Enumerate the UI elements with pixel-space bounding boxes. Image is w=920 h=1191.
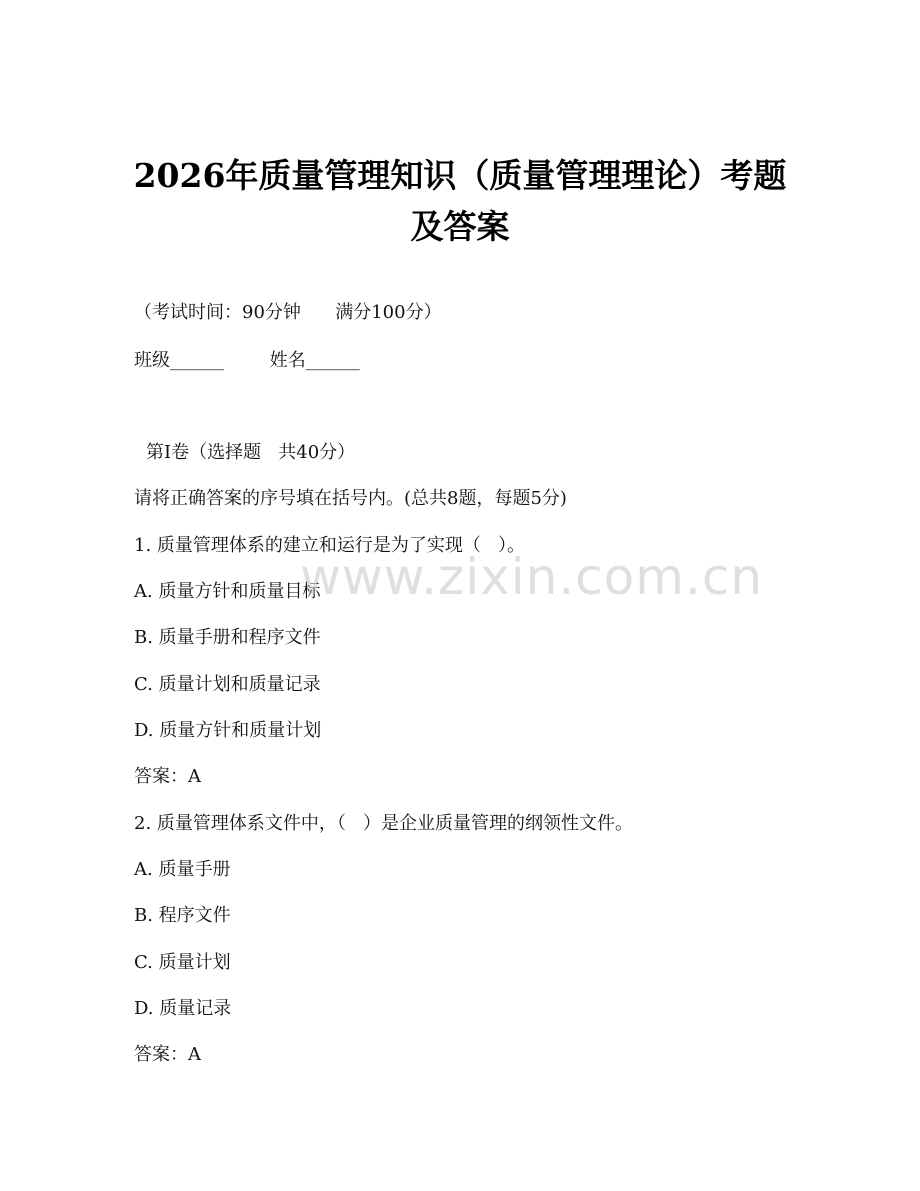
question-2-answer: 答案：A bbox=[134, 1044, 201, 1065]
question-2-option-b: B. 程序文件 bbox=[134, 905, 231, 926]
document-title-line-2: 及答案 bbox=[410, 207, 510, 246]
question-1-answer: 答案：A bbox=[134, 766, 201, 787]
class-name-line: 班级______ 姓名______ bbox=[134, 350, 360, 371]
section-header: 第Ⅰ卷（选择题 共40分） bbox=[146, 442, 356, 463]
instruction: 请将正确答案的序号填在括号内。(总共8题，每题5分) bbox=[134, 488, 567, 509]
question-2-option-a: A. 质量手册 bbox=[134, 859, 231, 880]
watermark: www.zixin.com.cn bbox=[300, 548, 764, 606]
question-1-option-a: A. 质量方针和质量目标 bbox=[134, 581, 321, 602]
question-1-stem: 1. 质量管理体系的建立和运行是为了实现（ ）。 bbox=[134, 535, 526, 556]
question-2-option-d: D. 质量记录 bbox=[134, 998, 232, 1019]
exam-info: （考试时间：90分钟 满分100分） bbox=[134, 302, 442, 323]
question-1-option-b: B. 质量手册和程序文件 bbox=[134, 627, 321, 648]
question-1-option-c: C. 质量计划和质量记录 bbox=[134, 674, 321, 695]
question-1-option-d: D. 质量方针和质量计划 bbox=[134, 720, 322, 741]
question-2-option-c: C. 质量计划 bbox=[134, 952, 231, 973]
question-2-stem: 2. 质量管理体系文件中，（ ）是企业质量管理的纲领性文件。 bbox=[134, 813, 634, 834]
document-title-line-1: 2026年质量管理知识（质量管理理论）考题 bbox=[133, 156, 787, 195]
